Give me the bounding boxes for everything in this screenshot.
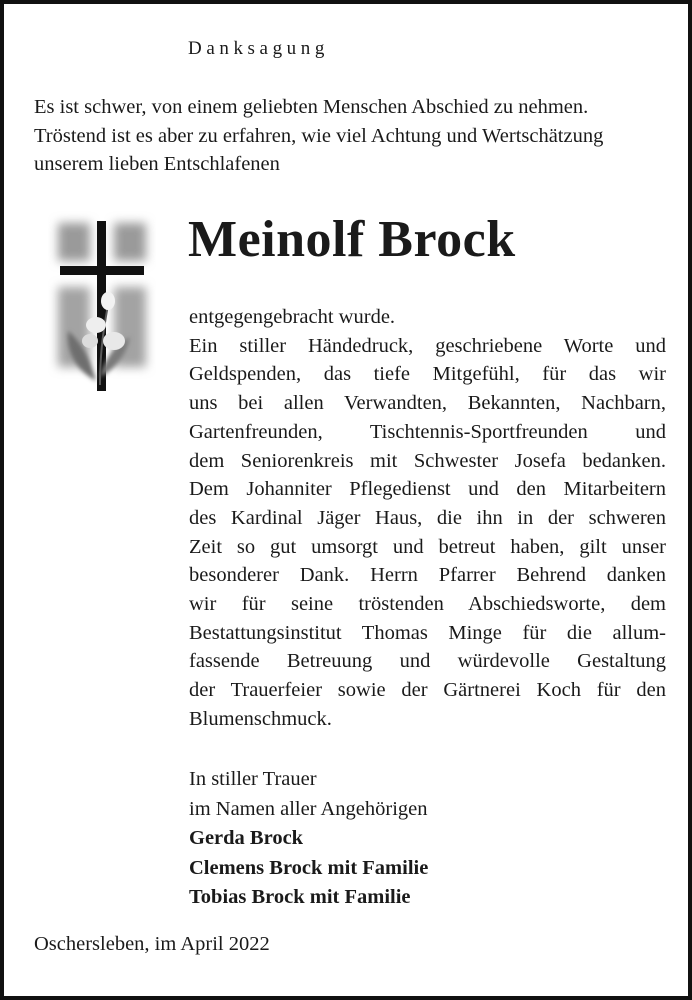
body-line: dem Seniorenkreis mit Schwester Josefa bedanken. — [189, 449, 666, 472]
signoff-line: In stiller Trauer — [189, 768, 317, 790]
signoff-line: im Namen aller Angehörigen — [189, 797, 428, 820]
mourner-name: Tobias Brock mit Familie — [189, 886, 411, 908]
body-line: der Trauerfeier sowie der Gärtnerei Koch für den — [189, 679, 666, 702]
cross-with-lily-icon — [44, 209, 164, 399]
intro-line: Tröstend ist es aber zu erfahren, wie viel Achtung und Wertschätzung — [34, 124, 604, 147]
body-line: Bestattungsinstitut Thomas Minge für die allum- — [189, 621, 666, 644]
deceased-name: Meinolf Brock — [188, 211, 516, 268]
intro-line: Es ist schwer, von einem geliebten Menschen Abschied zu nehmen. — [34, 96, 589, 118]
intro-line: unserem lieben Entschlafenen — [34, 153, 280, 175]
body-paragraph — [189, 303, 666, 734]
body-line: fassende Betreuung und würdevolle Gestaltung — [189, 650, 666, 673]
body-line: Zeit so gut umsorgt und betreut haben, gilt unser — [189, 535, 666, 558]
body-line: Gartenfreunden, Tischtennis-Sportfreunden und — [189, 420, 666, 443]
mourner-name: Clemens Brock mit Familie — [189, 856, 429, 879]
body-line: Ein stiller Händedruck, geschriebene Worte und — [189, 334, 666, 357]
notice-heading: Danksagung — [188, 38, 329, 59]
body-line: des Kardinal Jäger Haus, die ihn in der schweren — [189, 506, 666, 529]
mourner-name: Gerda Brock — [189, 827, 304, 849]
body-line: besonderer Dank. Herrn Pfarrer Behrend danken — [189, 564, 666, 587]
place-and-date: Oschersleben, im April 2022 — [34, 933, 270, 955]
body-line: entgegengebracht wurde. — [189, 306, 396, 328]
body-line: Dem Johanniter Pflegedienst und den Mitarbeitern — [189, 478, 666, 501]
body-line: uns bei allen Verwandten, Bekannten, Nachbarn, — [189, 392, 666, 415]
body-line: wir für seine tröstenden Abschiedsworte, dem — [189, 593, 666, 616]
body-line: Blumenschmuck. — [189, 707, 332, 730]
body-line: Geldspenden, das tiefe Mitgefühl, für das wir — [189, 363, 666, 386]
intro-paragraph — [34, 93, 674, 179]
signoff-block — [189, 765, 428, 913]
